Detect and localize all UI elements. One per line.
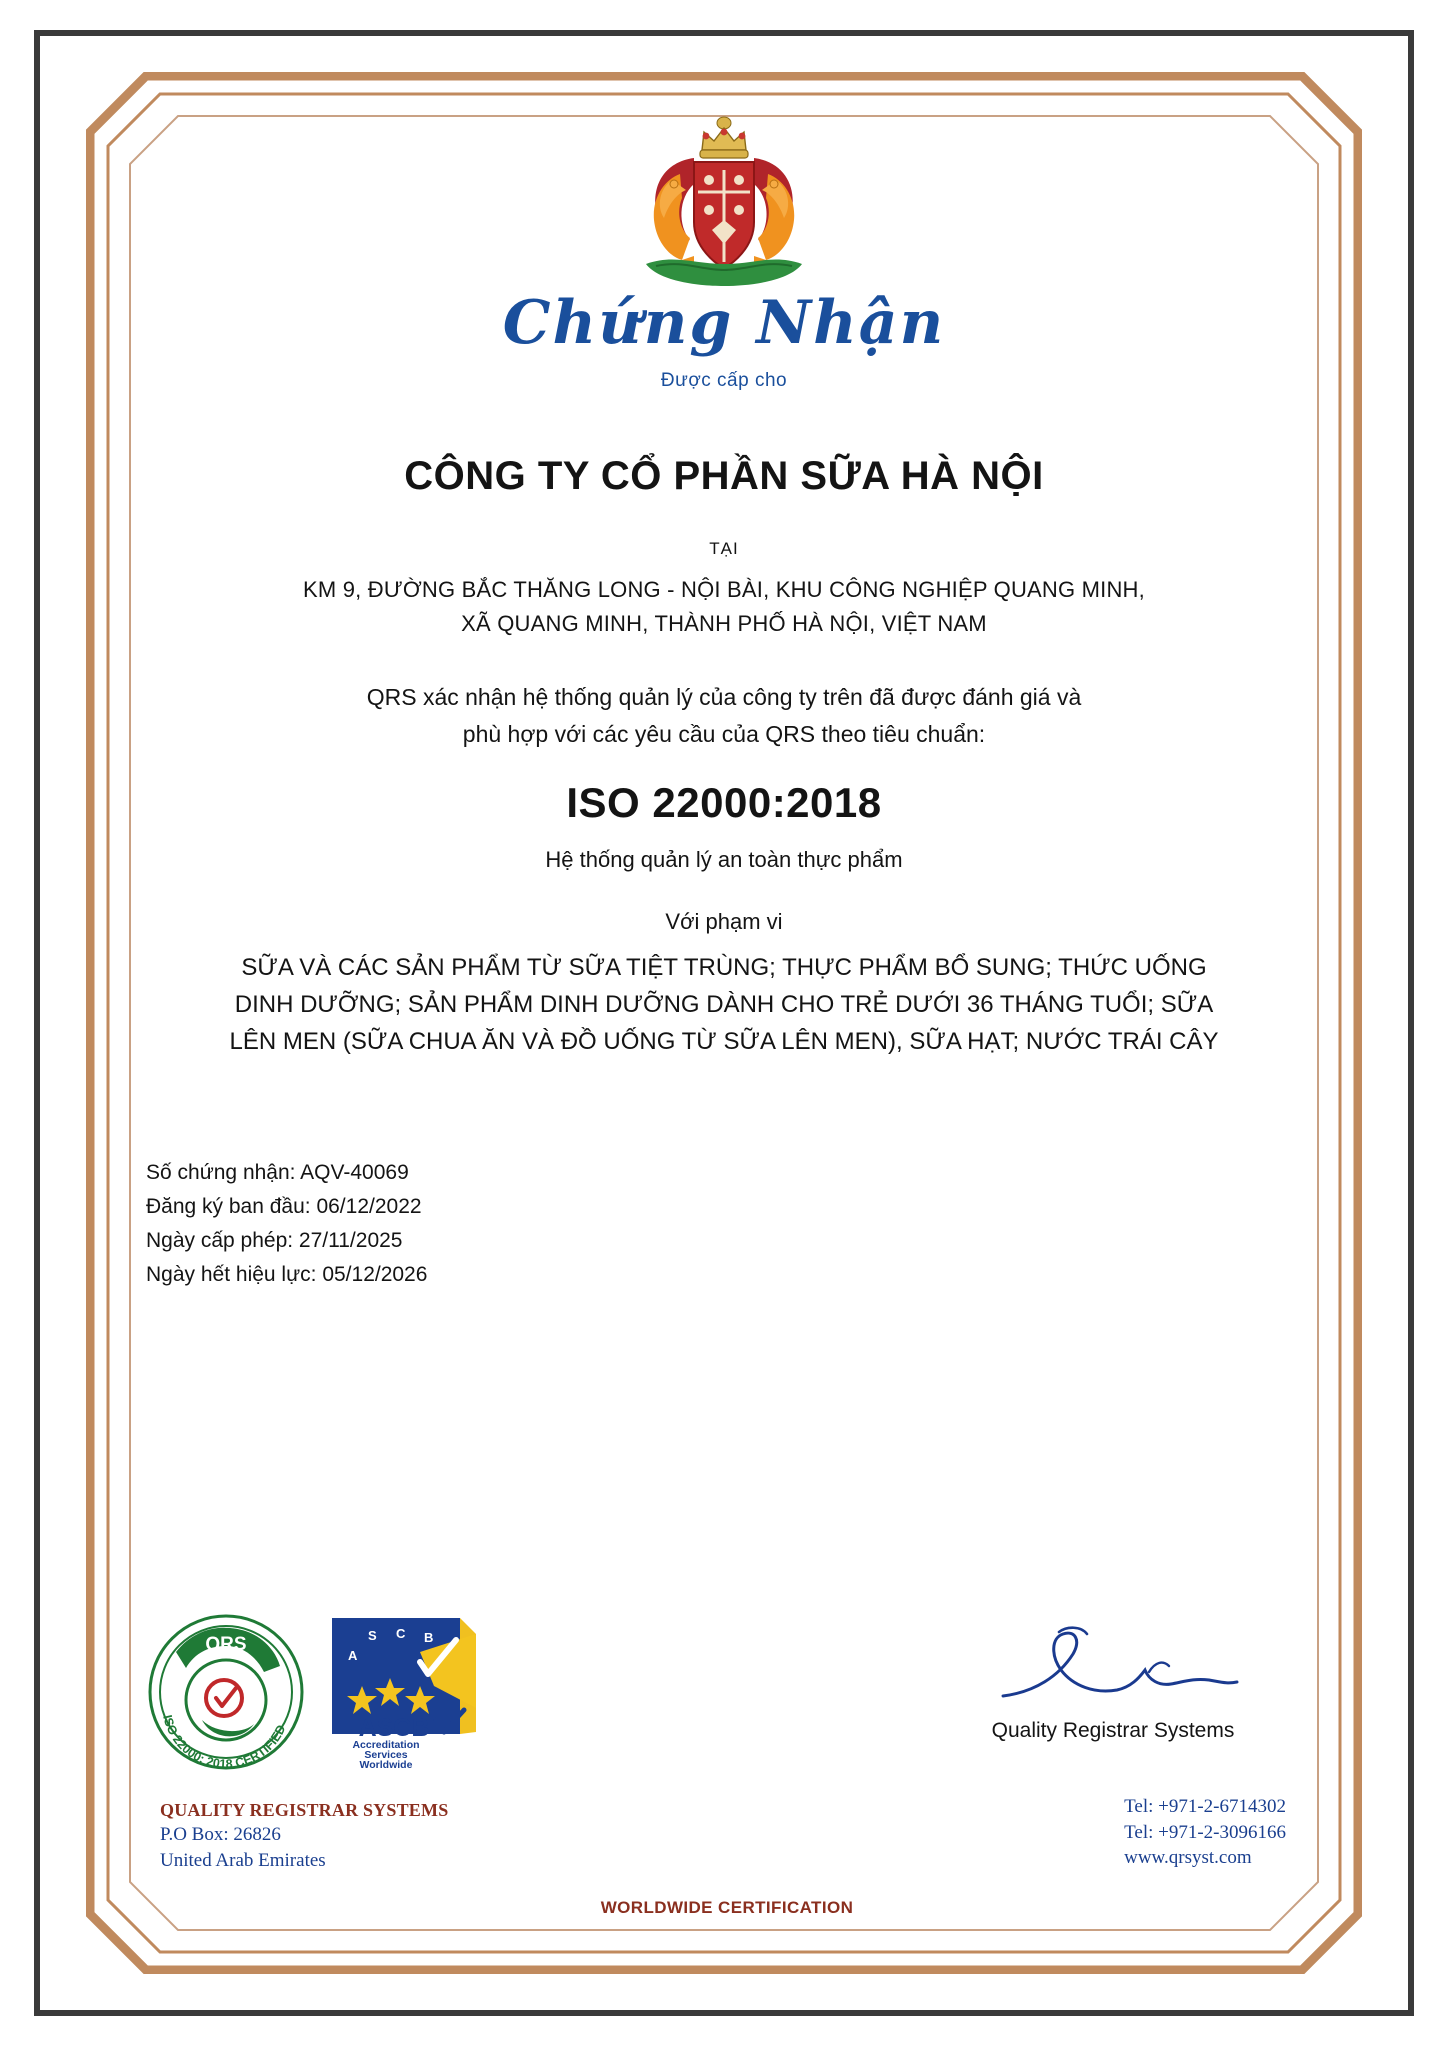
issue-date: Ngày cấp phép: 27/11/2025 xyxy=(146,1229,403,1253)
ascb-wordmark: ASCB xyxy=(358,1714,430,1742)
statement-line-1: QRS xác nhận hệ thống quản lý của công ty trên đã được đánh giá và xyxy=(366,684,1082,711)
certificate-script-title: Chứng Nhận xyxy=(502,288,946,358)
svg-text:Accreditation: Accreditation xyxy=(352,1739,420,1751)
issuer-contact-block xyxy=(1124,1794,1286,1871)
qrs-seal-icon xyxy=(146,1612,306,1772)
ascb-logo-icon xyxy=(324,1612,484,1772)
coat-of-arms-crest xyxy=(120,114,1328,284)
qrs-seal-top-text: QRS xyxy=(205,1634,247,1655)
issuer-website: www.qrsyst.com xyxy=(1124,1847,1252,1869)
svg-text:B: B xyxy=(424,1630,434,1645)
crest-icon xyxy=(594,114,854,289)
issuer-name: QUALITY REGISTRAR SYSTEMS xyxy=(160,1800,449,1820)
signature-caption: Quality Registrar Systems xyxy=(991,1719,1235,1742)
svg-text:Worldwide: Worldwide xyxy=(359,1759,413,1771)
expiry-date: Ngày hết hiệu lực: 05/12/2026 xyxy=(146,1263,428,1287)
scope-text xyxy=(120,949,1328,1061)
worldwide-certification-text: WORLDWIDE CERTIFICATION xyxy=(600,1898,854,1917)
signature-icon xyxy=(963,1622,1263,1712)
certificate-footer xyxy=(146,1612,1308,1917)
signature-block xyxy=(948,1622,1278,1743)
scope-line-1: SỮA VÀ CÁC SẢN PHẨM TỪ SỮA TIỆT TRÙNG; THỰC PHẨM BỔ SUNG; THỨC UỐNG xyxy=(241,953,1207,981)
qrs-seal-ring-text: ISO 22000: 2018 CERTIFIED xyxy=(160,1713,289,1772)
certificate-number: Số chứng nhận: AQV-40069 xyxy=(146,1161,409,1185)
svg-text:A: A xyxy=(348,1648,358,1663)
company-name: CÔNG TY CỔ PHẦN SỮA HÀ NỘI xyxy=(404,454,1044,498)
svg-text:S: S xyxy=(368,1628,377,1643)
accreditation-logos xyxy=(146,1612,484,1772)
svg-text:Services: Services xyxy=(364,1749,408,1761)
scope-line-2: DINH DƯỠNG; SẢN PHẨM DINH DƯỠNG DÀNH CHO TRẺ DƯỚI 36 THÁNG TUỔI; SỮA xyxy=(234,990,1214,1018)
svg-text:C: C xyxy=(396,1626,406,1641)
certificate-details xyxy=(120,1156,1328,1292)
issuer-tel-2: Tel: +971-2-3096166 xyxy=(1124,1821,1286,1843)
standard-name: ISO 22000:2018 xyxy=(566,778,882,826)
address-line-2: XÃ QUANG MINH, THÀNH PHỐ HÀ NỘI, VIỆT NAM xyxy=(461,611,987,637)
certification-statement xyxy=(120,679,1328,753)
company-address xyxy=(120,573,1328,641)
awarded-to-label: Được cấp cho xyxy=(660,370,788,391)
scope-label: Với phạm vi xyxy=(665,908,783,934)
initial-registration-date: Đăng ký ban đầu: 06/12/2022 xyxy=(146,1195,422,1219)
at-label: TẠI xyxy=(709,539,739,558)
address-line-1: KM 9, ĐƯỜNG BẮC THĂNG LONG - NỘI BÀI, KHU CÔNG NGHIỆP QUANG MINH, xyxy=(303,577,1145,602)
statement-line-2: phù hợp với các yêu cầu của QRS theo tiêu chuẩn: xyxy=(462,720,986,747)
issuer-country: United Arab Emirates xyxy=(160,1849,326,1871)
certificate-content xyxy=(120,100,1328,1948)
scope-line-3: LÊN MEN (SỮA CHUA ĂN VÀ ĐỒ UỐNG TỪ SỮA LÊN MEN), SỮA HẠT; NƯỚC TRÁI CÂY xyxy=(229,1028,1219,1056)
issuer-po-box: P.O Box: 26826 xyxy=(160,1824,281,1846)
issuer-address-block xyxy=(160,1798,448,1874)
standard-description: Hệ thống quản lý an toàn thực phẩm xyxy=(545,846,903,872)
issuer-tel-1: Tel: +971-2-6714302 xyxy=(1124,1796,1286,1817)
